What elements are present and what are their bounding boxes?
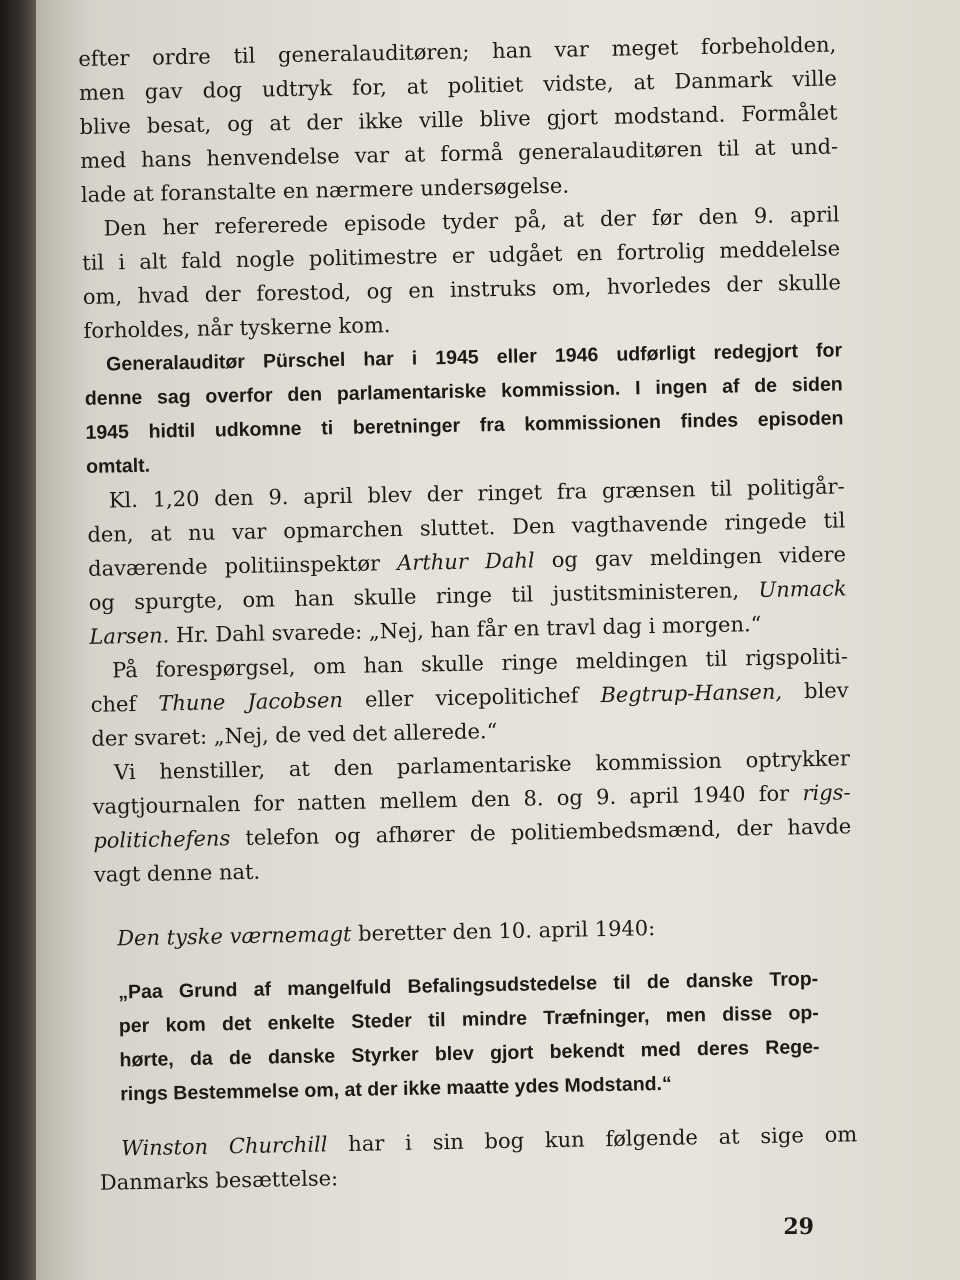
book-page (36, 0, 960, 1280)
person-name: Winston Churchill (121, 1132, 328, 1161)
text-line: På forespørgsel, om han skulle ringe meldingen til rigspoliti- (111, 644, 849, 683)
text-segment: blev (803, 678, 849, 704)
quote-line: „Paa Grund af mangelfuld Befalingsudstedelse til de danske Trop- (118, 967, 819, 1004)
text-segment: chef (90, 692, 137, 717)
text-segment: daværende politiinspektør (87, 551, 381, 581)
text-line: med hans henvendelse var at formå generalauditøren til at und- (80, 134, 839, 173)
person-name: Thune Jacobsen (158, 688, 344, 716)
person-name: Larsen. (89, 623, 170, 649)
page-number: 29 (783, 1214, 814, 1240)
quote-line: per kom det enkelte Steder til mindre Træfninger, men disse op- (118, 1001, 819, 1038)
emphasis-text: rigs- (802, 780, 851, 806)
source-name: Den tyske værnemagt (116, 921, 352, 951)
footnote-line: denne sag overfor den parlamentariske kommission. I ingen af de siden (84, 373, 843, 410)
text-line: efter ordre til generalauditøren; han var meget forbeholden, (78, 32, 837, 71)
quote-line: hørte, da de danske Styrker blev gjort bekendt med deres Rege- (119, 1035, 820, 1072)
person-name: Begtrup-Hansen, (600, 679, 783, 708)
quote-line: rings Bestemmelse om, at der ikke maatte ydes Modstand.“ (119, 1072, 672, 1106)
text-line: Den her refererede episode tyder på, at der før den 9. april (103, 202, 840, 241)
text-segment: vagtjournalen for natten mellem den 8. og 9. april 1940 for (92, 781, 790, 819)
text-line: den, at nu var opmarchen sluttet. Den vagthavende ringede til (87, 508, 846, 547)
text-line: forholdes, når tyskerne kom. (83, 313, 391, 343)
footnote-line: Generalauditør Pürschel har i 1945 eller 1946 udførligt redegjort for (105, 339, 843, 376)
text-line: om, hvad der forestod, og en instruks om, hvorledes der skulle (82, 270, 841, 309)
text-line: men gav dog udtryk for, at politiet vidste, at Danmark ville (78, 66, 838, 105)
book-spine-shadow (0, 0, 40, 1280)
page-text-block (78, 27, 858, 1199)
text-line: vagt denne nat. (93, 859, 261, 887)
text-line: Kl. 1,20 den 9. april blev der ringet fra grænsen til politigår- (108, 474, 845, 513)
person-name: Unmack (758, 576, 847, 603)
text-segment: telefon og afhører de politiembedsmænd, der havde (245, 814, 852, 850)
text-segment: eller vicepolitichef (364, 683, 579, 712)
person-name: Arthur Dahl (396, 548, 535, 575)
text-segment: beretter den 10. april 1940: (357, 916, 656, 946)
text-line: blive besat, og at der ikke ville blive gjort modstand. Formålet (79, 100, 838, 139)
emphasis-text: politichefens (93, 826, 231, 853)
text-segment: Hr. Dahl svarede: „Nej, han får en travl dag i morgen.“ (175, 611, 762, 648)
text-segment: har i sin bog kun følgende at sige om (348, 1122, 858, 1157)
text-segment: og spurgte, om han skulle ringe til justitsministeren, (88, 578, 740, 615)
text-line: der svaret: „Nej, de ved det allerede.“ (91, 719, 498, 751)
text-line: Vi henstiller, at den parlamentariske kommission optrykker (113, 746, 851, 785)
text-line: til i alt fald nogle politimestre er udgået en fortrolig meddelelse (82, 236, 841, 275)
text-line: Danmarks besættelse: (99, 1166, 339, 1195)
text-segment: og gav meldingen videre (551, 542, 847, 572)
footnote-line: 1945 hidtil udkomne ti beretninger fra kommissionen findes episoden (85, 407, 844, 444)
footnote-line: omtalt. (85, 454, 151, 478)
text-line: lade at foranstalte en nærmere undersøgelse. (80, 173, 570, 207)
